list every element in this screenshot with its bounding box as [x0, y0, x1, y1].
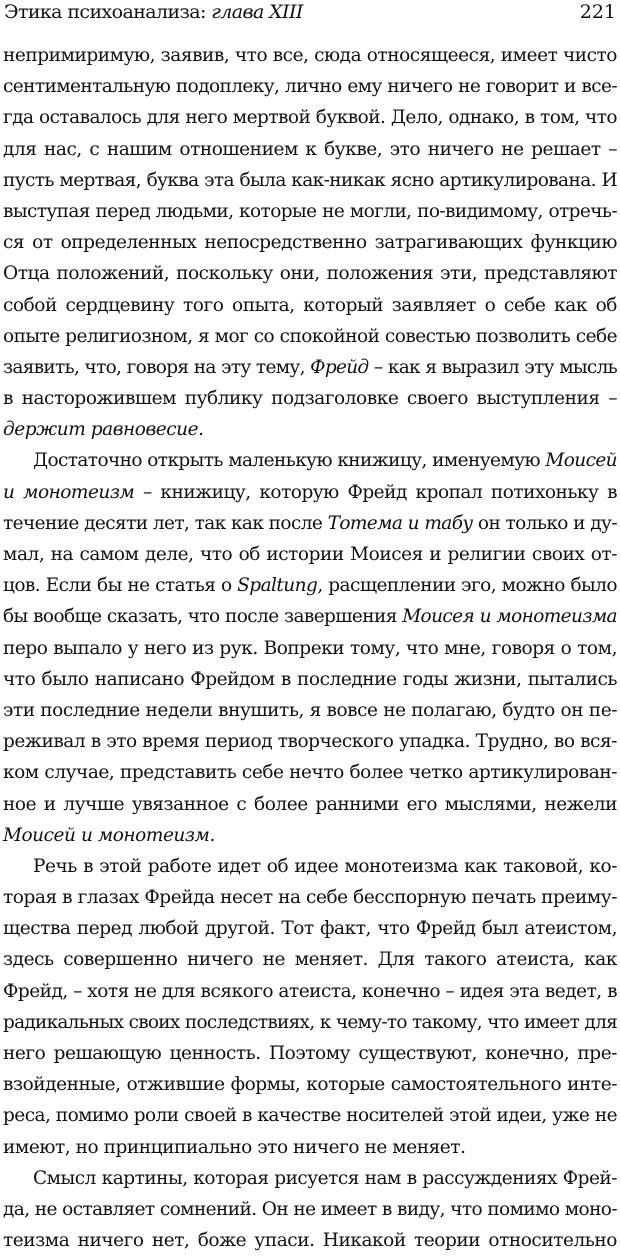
running-head: [3, 0, 618, 34]
text-line: [3, 165, 617, 196]
italic-text: Фрейд: [310, 356, 369, 378]
text-span: бы вообще сказать, что после завершения: [3, 606, 403, 628]
text-line: [3, 477, 617, 508]
text-span: здесь совершенно ничего не меняет. Для такого атеиста, как: [3, 949, 617, 971]
text-span: для нас, с нашим отношением к букве, это ничего не решает –: [3, 138, 617, 160]
running-head-title: [4, 0, 303, 24]
text-line: [3, 227, 617, 258]
text-line: [3, 1132, 617, 1163]
text-line: [3, 1069, 617, 1100]
text-span: взойденные, отжившие формы, которые самостоятельного инте-: [3, 1074, 617, 1096]
text-span: заявить, что, говоря на эту тему,: [3, 356, 311, 378]
text-line: [3, 539, 617, 570]
text-span: радикальных своих последствиях, к чему-то такому, что имеет для: [3, 1011, 617, 1033]
text-span: торая в глазах Фрейда несет на себе бесспорную печать преиму-: [3, 887, 617, 909]
text-span: – как я выразил эту мысль: [368, 356, 617, 378]
text-line: [3, 196, 617, 227]
text-span: собой сердцевину того опыта, который заявляет о себе как об: [3, 294, 617, 316]
text-span: теизма ничего нет, боже упаси. Никакой теории относительно: [3, 1230, 617, 1252]
text-line: [3, 570, 617, 601]
text-span: непримиримую, заявив, что все, сюда относящееся, имеет чисто: [3, 45, 617, 66]
text-line: [3, 1038, 617, 1069]
text-line: [3, 913, 617, 944]
text-span: выступая перед людьми, которые не могли, по-видимому, отречь-: [3, 200, 617, 222]
text-span: сентиментальную подоплеку, лично ему ничего не говорит и все-: [3, 76, 617, 98]
text-span: реживал в это время период творческого упадка. Трудно, во вся-: [3, 731, 617, 753]
text-line: [3, 71, 617, 102]
text-span: Смысл картины, которая рисуется нам в рассуждениях Фрей-: [33, 1167, 617, 1189]
text-span: да, не оставляет сомнений. Он не имеет в виду, что помимо моно-: [3, 1198, 617, 1220]
text-span: мал, на самом деле, что об истории Моисея и религии своих от-: [3, 544, 617, 565]
text-line: [3, 258, 617, 289]
text-span: Достаточно открыть маленькую книжицу, именуемую: [33, 450, 546, 472]
italic-text: Моисея и монотеизма: [402, 606, 617, 628]
text-line: [3, 695, 617, 726]
text-line: [3, 944, 617, 975]
text-line: [3, 1163, 617, 1194]
italic-text: Тотема и табу: [327, 512, 473, 534]
text-span: перо выпало у него из рук. Вопреки тому, что мне, говоря о том,: [3, 637, 617, 659]
text-line: [3, 1194, 617, 1225]
italic-text: Spaltung: [237, 575, 318, 597]
text-line: [3, 414, 617, 445]
italic-text: и монотеизм: [3, 481, 135, 503]
text-span: реса, помимо роли своей в качестве носителей этой идеи, уже не: [3, 1105, 617, 1127]
text-line: [3, 290, 617, 321]
text-span: ся от определенных непосредственно затрагивающих функцию: [3, 232, 617, 254]
text-line: [3, 976, 617, 1007]
text-span: , расщеплении эго, можно было: [317, 575, 617, 597]
text-span: .: [198, 419, 204, 441]
text-line: [3, 1007, 617, 1038]
italic-text: держит равновесие: [3, 419, 199, 441]
text-line: [3, 601, 617, 632]
text-line: [3, 789, 617, 820]
text-span: ком случае, представить себе нечто более четко артикулирован-: [3, 762, 617, 784]
italic-text: Моисей: [545, 450, 617, 472]
text-line: [3, 352, 617, 383]
text-span: течение десяти лет, так как после: [3, 512, 328, 534]
text-line: [3, 383, 617, 414]
text-line: [3, 102, 617, 133]
text-span: – книжицу, которую Фрейд кропал потихоньку в: [134, 481, 617, 503]
page-number: 221: [579, 1, 616, 23]
text-span: щества перед любой другой. Тот факт, что Фрейд был атеистом,: [3, 918, 617, 940]
body-text: [3, 40, 617, 1256]
text-span: цов. Если бы не статья о: [3, 575, 238, 597]
text-span: Отца положений, поскольку они, положения эти, представляют: [3, 263, 617, 285]
text-line: [3, 820, 617, 851]
text-line: [3, 445, 617, 476]
text-span: .: [209, 824, 215, 846]
text-line: [3, 321, 617, 352]
text-line: [3, 851, 617, 882]
text-span: него решающую ценность. Поэтому существуют, конечно, пре-: [3, 1043, 617, 1064]
text-line: [3, 508, 617, 539]
text-span: опыте религиозном, я мог со спокойной совестью позволить себе: [3, 325, 617, 347]
running-head-title-italic: глава XIII: [211, 1, 303, 23]
text-line: [3, 40, 617, 71]
text-line: [3, 882, 617, 913]
text-span: гда оставалось для него мертвой буквой. Дело, однако, в том, что: [3, 107, 617, 129]
italic-text: Моисей и монотеизм: [3, 824, 210, 846]
text-span: он только и ду-: [472, 512, 617, 534]
text-line: [3, 134, 617, 165]
running-head-title-regular: Этика психоанализа:: [4, 1, 212, 23]
text-span: эти последние недели внушить, я вовсе не полагаю, будто он пе-: [3, 699, 617, 721]
text-line: [3, 633, 617, 664]
text-line: [3, 1225, 617, 1256]
text-span: Фрейд, – хотя не для всякого атеиста, конечно – идея эта ведет, в: [3, 980, 617, 1002]
text-span: пусть мертвая, буква эта была как-никак ясно артикулирована. И: [3, 169, 617, 191]
text-line: [3, 1100, 617, 1131]
text-line: [3, 664, 617, 695]
text-span: имеют, но принципиально это ничего не меняет.: [3, 1136, 466, 1158]
text-line: [3, 757, 617, 788]
text-span: ное и лучше увязанное с более ранними его мыслями, нежели: [3, 793, 617, 815]
text-line: [3, 726, 617, 757]
text-span: что было написано Фрейдом в последние годы жизни, пытались: [3, 668, 617, 690]
text-span: Речь в этой работе идет об идее монотеизма как таковой, ко-: [33, 855, 617, 877]
text-span: в насторожившем публику подзаголовке своего выступления –: [3, 388, 617, 410]
